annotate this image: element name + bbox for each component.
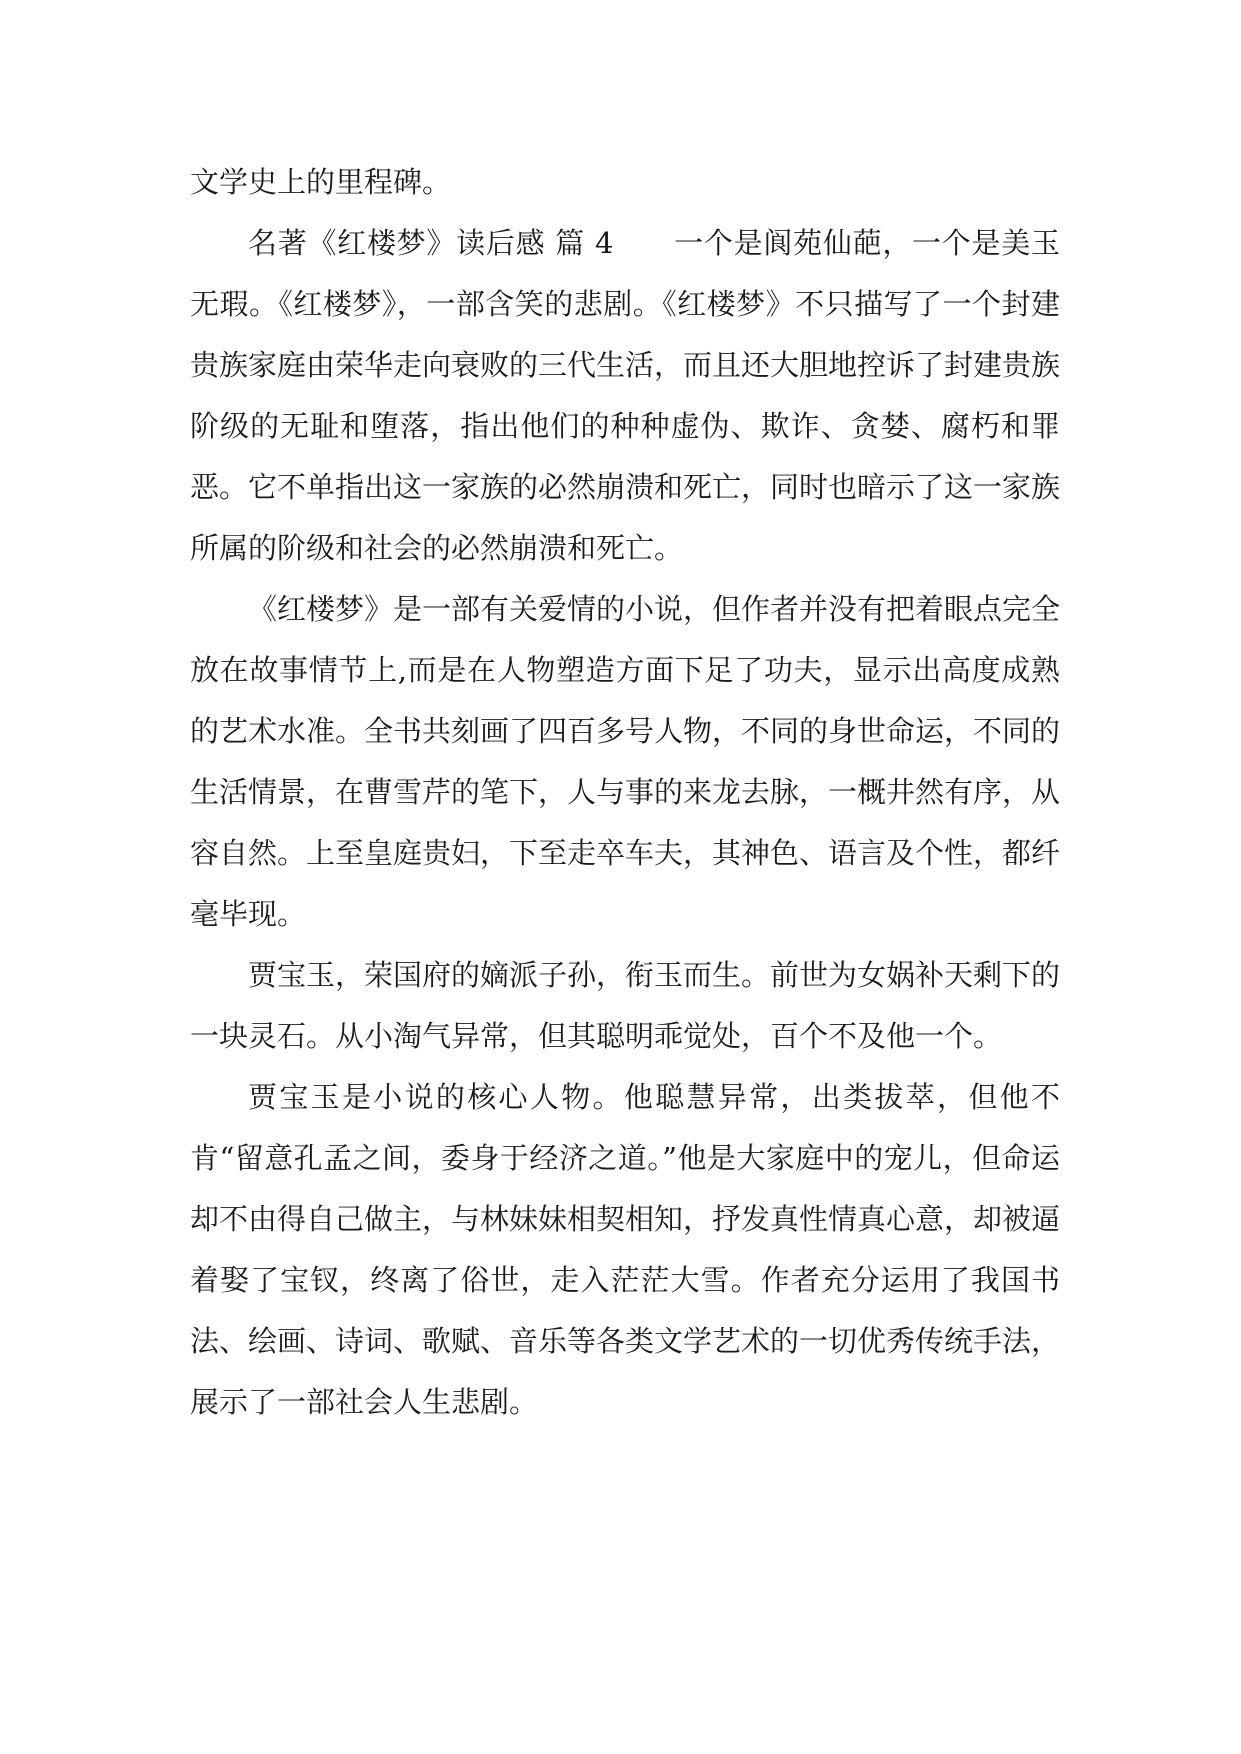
paragraph: 贾宝玉，荣国府的嫡派子孙，衔玉而生。前世为女娲补天剩下的一块灵石。从小淘气异常，但其聪明乖觉处，百个不及他一个。 <box>190 958 1061 1053</box>
section-heading: 名著《红楼梦》读后感 篇 4 <box>248 226 614 260</box>
body-text <box>190 152 1060 1433</box>
paragraph-continuation: 文学史上的里程碑。 <box>190 165 452 199</box>
paragraph: 贾宝玉是小说的核心人物。他聪慧异常，出类拔萃，但他不肯“留意孔孟之间，委身于经济之道。”他是大家庭中的宠儿，但命运却不由得自己做主，与林妹妹相契相知，抒发真性情真心意，却被逼着娶了宝钗，终离了俗世，走入茫茫大雪。作者充分运用了我国书法、绘画、诗词、歌赋、音乐等各类文学艺术的一切优秀传统手法，展示了一部社会人生悲剧。 <box>190 1080 1061 1419</box>
paragraph-section-heading <box>190 213 1060 579</box>
paragraph-text: 一个是阆苑仙葩，一个是美玉无瑕。《红楼梦》，一部含笑的悲剧。《红楼梦》不只描写了一个封建贵族家庭由荣华走向衰败的三代生活，而且还大胆地控诉了封建贵族阶级的无耻和堕落，指出他们的种种虚伪、欺诈、贪婪、腐朽和罪恶。它不单指出这一家族的必然崩溃和死亡，同时也暗示了这一家族所属的阶级和社会的必然崩溃和死亡。 <box>190 226 1061 565</box>
paragraph: 《红楼梦》是一部有关爱情的小说，但作者并没有把着眼点完全放在故事情节上,而是在人物塑造方面下足了功夫，显示出高度成熟的艺术水准。全书共刻画了四百多号人物，不同的身世命运，不同的生活情景，在曹雪芹的笔下，人与事的来龙去脉，一概井然有序，从容自然。上至皇庭贵妇，下至走卒车夫，其神色、语言及个性，都纤毫毕现。 <box>190 592 1061 931</box>
